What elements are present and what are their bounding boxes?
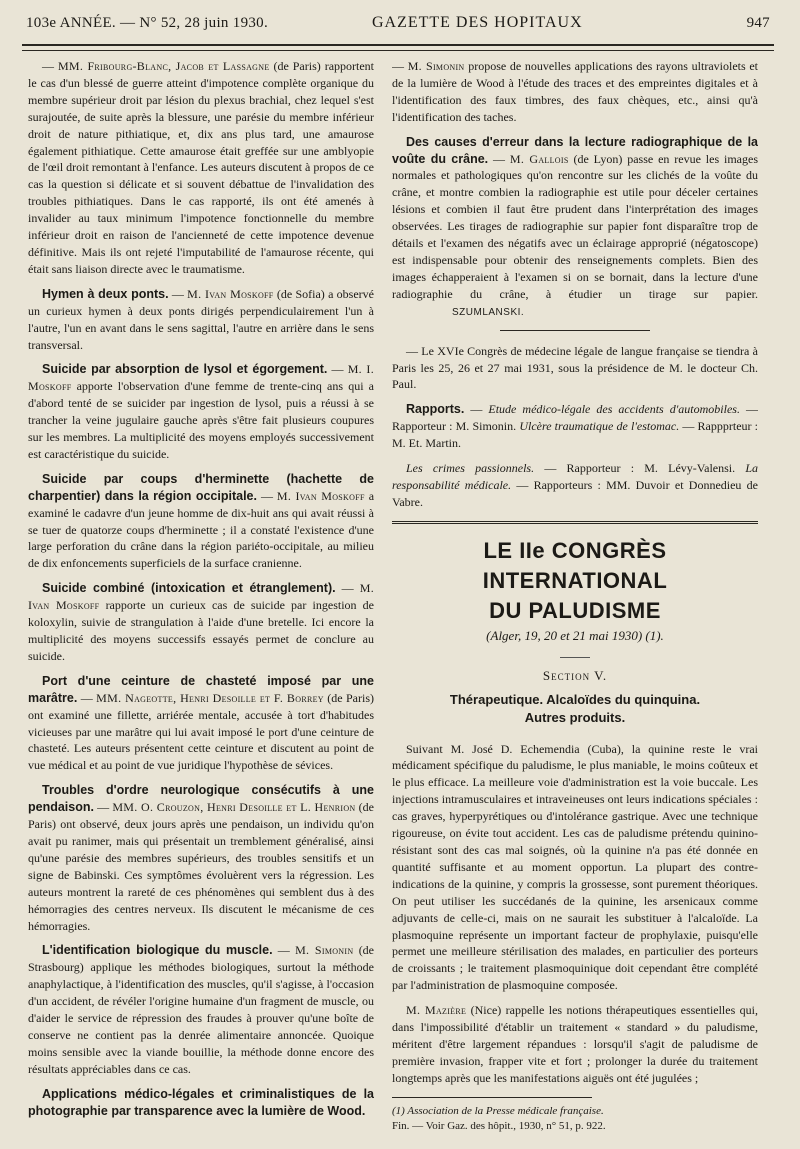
section-label: Section V. — [542, 667, 608, 683]
header-rule-thick — [22, 44, 774, 46]
congress-announcement: — Le XVIe Congrès de médecine légale de langue française se tiendra à Paris les 25, 26 et 27 mai 1931, sous la présidence de M. le docteur Ch. Paul. — [392, 343, 758, 392]
article-ceinture-chastete: Port d'une ceinture de chasteté imposé par une marâtre. — MM. Nageotte, Henri Desoille et F. Borrey (de Paris) ont examiné une fillette, arriérée mentale, accusée à tort d'habitudes vicieuses par une marâtre qui lui avait imposé le port d'une ceinture de chasteté. Les auteurs présentent cette ceinture et discutent au point de vue médical et au point de vue juridique l'hypothèse de sévices. — [28, 673, 374, 773]
rapports-line-1: Rapports. — Etude médico-légale des accidents d'automobiles. — Rapporteur : M. Simonin. Ulcère traumatique de l'estomac. — Rappprteur : M. Et. Martin. — [392, 402, 758, 451]
divider-double — [392, 521, 758, 524]
article-hymen: Hymen à deux ponts. — M. Ivan Moskoff (de Sofia) a observé un curieux hymen à deux ponts dirigés perpendiculairement l'un à l'autre, l'un en avant dans le sens sagittal, l'autre en arrière dans le sens transversal. — [28, 286, 374, 352]
article-maziere: M. Mazière (Nice) rappelle les notions thérapeutiques essentielles qui, dans l'impossibilité d'établir un traitement « standard » du paludisme, méritent d'être largement répandues : lorsqu'il s'agit de paludisme de première invasion, frapper vite et fort ; prolonger la durée du traitement longtemps après que les manifestations aiguës ont été jugulées ; — [392, 1003, 758, 1085]
congress-place-date: (Alger, 19, 20 et 21 mai 1930) (1). — [486, 627, 664, 643]
right-column — [392, 58, 758, 1138]
article-identification-muscle: L'identification biologique du muscle. — M. Simonin (de Strasbourg) applique les méthodes biologiques, surtout la méthode anaphylactique, à l'identification des muscles, qu'il s'agisse, à l'occasion d'un accident, de révéler l'origine humaine d'un fragment de muscle, ou d'aider le service de répression des fraudes à prouver qu'une boîte de conserve ne contient pas la denrée alimentaire annoncée. Quoique moins sensible avec la viande bouillie, la méthode donne encore des résultats appréciables dans ce cas. — [28, 943, 374, 1076]
footnote-rule — [392, 1097, 592, 1098]
rapports-line-2: Les crimes passionnels. — Rapporteur : M. Lévy-Valensi. La responsabilité médicale. — Rapporteurs : MM. Duvoir et Donnedieu de Vabre. — [392, 461, 758, 509]
journal-title: GAZETTE DES HOPITAUX — [371, 14, 583, 31]
article-suicide-combine: Suicide combiné (intoxication et étranglement). — M. Ivan Moskoff rapporte un curieux cas de suicide par ingestion de koloxylin, suivie de strangulation à l'aide d'une bretelle. Ici encore la multiplicité des moyens successifs essayés permet de conclure au suicide. — [28, 581, 374, 663]
article-echemendia: Suivant M. José D. Echemendia (Cuba), la quinine reste le vrai médicament spécifique du paludisme, le plus maniable, le moins coûteux et le plus efficace. La meilleure voie d'administration est la voie buccale. Les injections intramusculaires et intraveineuses ont leurs indications spéciales : cas graves, hyperpyrétiques ou d'intolérance gastrique. Avec une technique rigoureuse, on évite tout accident. Les cas de paludisme prétendu quinino-résistant sont des cas mal soignés, où la quinine n'a pas été donnée en quantité suffisante et au moment opportun. La plupart des contre-indications de la quinine, y compris la grossesse, sont purement théoriques. On peut utiliser les succédanés de la quinine, les arsenicaux comme adjuvants de celle-ci, mais on ne saurait les substituer à l'alcaloïde. La plasmoquine représente un important facteur de prophylaxie, puisqu'elle permet une meilleure stérilisation des malades, en particulier des porteurs de croissants ; le traitement plasmoquinique doit cependant être complété par l'administration de plasmoquine composée. — [392, 741, 758, 993]
article-suicide-lysol: Suicide par absorption de lysol et égorgement. — M. I. Moskoff apporte l'observation d'une femme de trente-cinq ans qui a d'abord tenté de se suicider par ingestion de lysol, puis a réussi à se trancher la veine jugulaire gauche après s'être fait plusieurs coupures sur les membres. La multiplicité des moyens employés successivement est caractéristique du suicide. — [28, 362, 374, 461]
header-rule-thin — [22, 50, 774, 51]
article-photographie-wood: — M. Simonin propose de nouvelles applications des rayons ultraviolets et de la lumière de Wood à l'étude des traces et des empreintes digitales et à l'identification des faux timbres, des faux chèques, etc., ainsi qu'à l'identification des taches. — [392, 59, 758, 124]
signature-szumlanski: SZUMLANSKI. — [452, 306, 525, 318]
article-suicide-herminette: Suicide par coups d'herminette (hachette de charpentier) dans la région occipitale. — M. Ivan Moskoff a examiné le cadavre d'un jeune homme de dix-huit ans qui avait réussi à se tuer de quatorze coups d'herminette ; il a constaté l'existence d'une large perforation du crâne dans la région pariéto-occipitale, au milieu de dix enfoncements superficiels de la surface cranienne. — [28, 471, 374, 571]
footnote-2: Fin. — Voir Gaz. des hôpit., 1930, n° 51, p. 922. — [392, 1119, 606, 1132]
section-heading: Thérapeutique. Alcaloïdes du quinquina. Autres produits. — [449, 691, 701, 725]
page-header — [26, 14, 770, 40]
page-number: 947 — [746, 15, 770, 31]
congress-title: LE IIe CONGRÈS INTERNATIONAL DU PALUDISME — [482, 537, 668, 623]
article-photographie-wood-heading: Applications médico-légales et criminalistiques de la photographie par transparence avec la lumière de Wood. — [28, 1086, 374, 1118]
issue-info: 103e ANNÉE. — N° 52, 28 juin 1930. — [26, 15, 269, 31]
tiny-rule — [560, 657, 590, 658]
divider-short — [500, 330, 650, 331]
footnote-1: (1) Association de la Presse médicale française. — [392, 1104, 604, 1117]
article-pendaison: Troubles d'ordre neurologique consécutifs à une pendaison. — MM. O. Crouzon, Henri Desoille et L. Henrion (de Paris) ont observé, deux jours après une pendaison, un individu qu'on avait pu ranimer, mais qui présentait un tremblement généralisé, ainsi qu'une parésie des membres supérieurs, des troubles sensitifs et un signe de Babinski. Ces symptômes évoluèrent vers la régression. Les auteurs montrent la rareté de ces phénomènes qui semblent dus à des hémorragies des centres nerveux. Ils discutent le mécanisme de ces hémorragies. — [28, 783, 374, 933]
left-column — [28, 58, 374, 1138]
article-radiographie-crane: Des causes d'erreur dans la lecture radiographique de la voûte du crâne. — M. Gallois (de Lyon) passe en revue les images normales et pathologiques qu'on rencontre sur les clichés de la voûte du crâne, et montre combien la radiographie est utile pour déceler certaines lésions et combien il faut être prudent dans l'interprétation des images observées. Les tirages de radiographie sur papier font disparaître trop de détails et l'examen des négatifs avec un éclairage approprié (négatoscope) est indispensable pour obtenir des renseignements complets. Bien des images échapperaient à l'examen si on se bornait, dans la lecture d'une radiographie du crâne, à étudier un tirage sur papier. SZUMLANSKI. — [392, 134, 758, 318]
article-fribourg-blanc: — MM. Fribourg-Blanc, Jacob et Lassagne (de Paris) rapportent le cas d'un blessé de guerre atteint d'impotence complète organique du membre supérieur droit par lésion du plexus brachial, chez lequel s'est surajoutée, de suite après la blessure, une parésie du membre inférieur droit de nature pithiatique, et, dix ans plus tard, une amaurose également pithiatique. Cette amaurose était greffée sur une amblyopie de l'œil droit remontant à l'enfance. Les auteurs discutent à propos de ce cas la question si délicate et si souvent débattue de l'invalidation des troubles pithiatiques. Dans le cas rapporté, ils ont été amenés à invalider au taux minimum l'impotence fonctionnelle du membre inférieur droit en raison de l'ancienneté de cette impotence devenue définitive. Mais ils ont rejeté l'imputabilité de l'amaurose récente, qui était sans liaison directe avec le traumatisme. — [28, 59, 374, 276]
